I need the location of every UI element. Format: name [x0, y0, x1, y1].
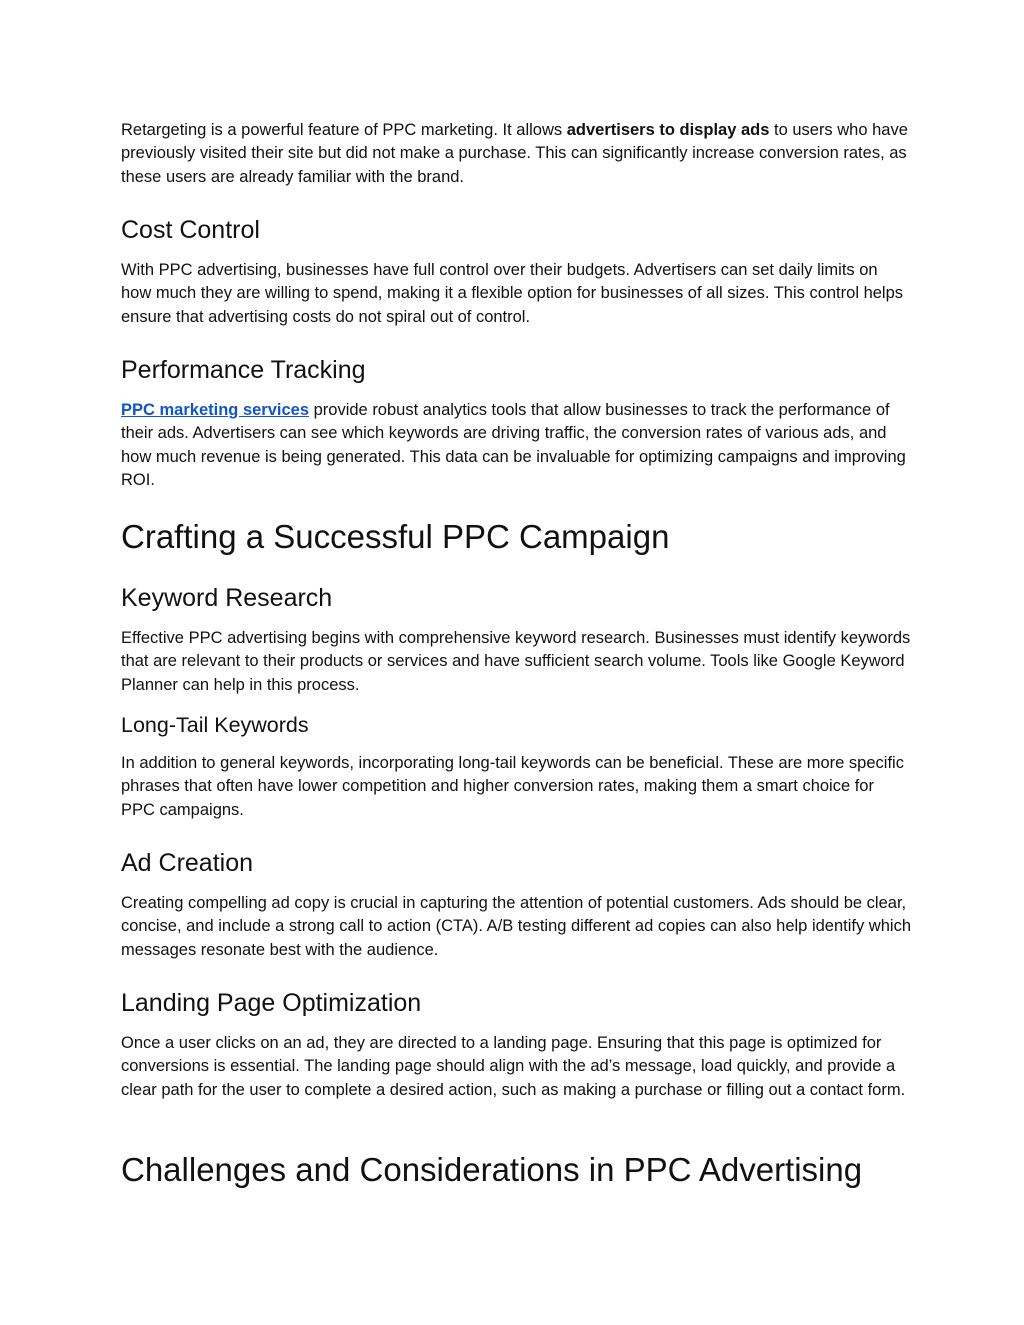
landing-page-body-wrap [121, 1032, 911, 1102]
performance-tracking-section [121, 355, 911, 385]
long-tail-paragraph: In addition to general keywords, incorporating long-tail keywords can be beneficial. These are more specific phrases that often have lower competition and higher conversion rates, making them a smart choice for PPC campaigns. [121, 754, 904, 819]
long-tail-section [121, 712, 911, 738]
cost-control-paragraph: With PPC advertising, businesses have full control over their budgets. Advertisers can set daily limits on how much they are willing to spend, making it a flexible option for businesses of all sizes. This control helps ensure that advertising costs do not spiral out of control. [121, 261, 904, 326]
keyword-research-paragraph: Effective PPC advertising begins with comprehensive keyword research. Businesses must identify keywords that are relevant to their products or services and have sufficient search volume. Tools like Google Keyword Planner can help in this process. [121, 629, 911, 694]
keyword-research-section [121, 583, 911, 613]
intro-text-start: Retargeting is a powerful feature of PPC marketing. It allows [121, 121, 567, 139]
challenges-heading: Challenges and Considerations in PPC Advertising [121, 1151, 863, 1188]
cost-control-section [121, 215, 911, 245]
long-tail-body-wrap [121, 752, 911, 822]
ad-creation-section [121, 848, 911, 878]
keyword-research-body-wrap [121, 627, 911, 697]
crafting-heading: Crafting a Successful PPC Campaign [121, 518, 670, 555]
ad-creation-heading: Ad Creation [121, 849, 254, 877]
performance-tracking-heading: Performance Tracking [121, 356, 366, 384]
ppc-marketing-services-link[interactable]: PPC marketing services [121, 401, 310, 419]
long-tail-heading: Long-Tail Keywords [121, 713, 309, 737]
ad-creation-body-wrap [121, 892, 911, 962]
keyword-research-heading: Keyword Research [121, 584, 333, 612]
cost-control-body-wrap [121, 259, 911, 329]
intro-section [121, 119, 911, 189]
landing-page-heading: Landing Page Optimization [121, 989, 422, 1017]
performance-tracking-paragraph [121, 399, 911, 492]
landing-page-section [121, 988, 911, 1018]
crafting-section [121, 517, 911, 557]
landing-page-paragraph: Once a user clicks on an ad, they are directed to a landing page. Ensuring that this page is optimized for conversions is essential. The landing page should align with the ad’s message, load quickly, and provide a clear path for the user to complete a desired action, such as making a purchase or filling out a contact form. [121, 1034, 906, 1099]
ad-creation-paragraph: Creating compelling ad copy is crucial in capturing the attention of potential customers. Ads should be clear, concise, and include a strong call to action (CTA). A/B testing different ad copies can also help identify which messages resonate best with the audience. [121, 894, 911, 959]
intro-bold-text: advertisers to display ads [566, 121, 770, 139]
performance-tracking-text: provide robust analytics tools that allow businesses to track the performance of their ads. Advertisers can see which keywords are driving traffic, the conversion rates of various ads, and how much revenue is being generated. This data can be invaluable for optimizing campaigns and improving ROI. [121, 401, 906, 489]
challenges-section [121, 1150, 911, 1190]
performance-tracking-body-wrap [121, 399, 911, 492]
intro-text-end: to users who have previously visited their site but did not make a purchase. This can significantly increase conversion rates, as these users are already familiar with the brand. [121, 121, 908, 186]
cost-control-heading: Cost Control [121, 216, 260, 244]
intro-paragraph [121, 119, 911, 189]
